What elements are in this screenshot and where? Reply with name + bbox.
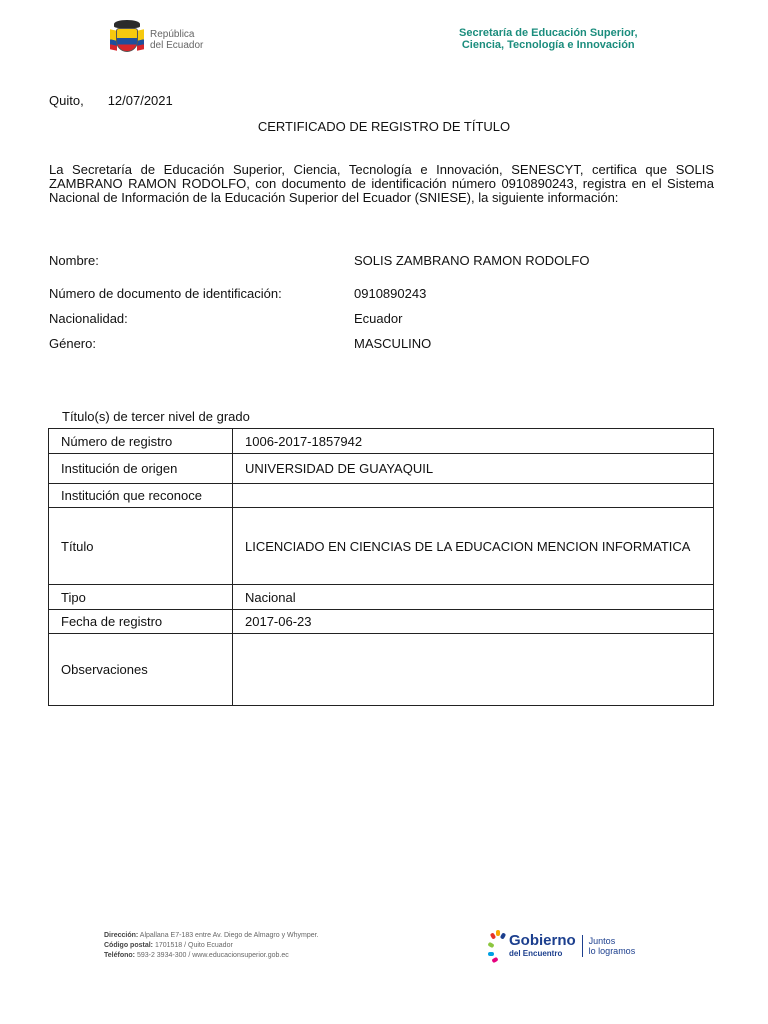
table-value: UNIVERSIDAD DE GUAYAQUIL xyxy=(233,454,714,484)
intro-paragraph: La Secretaría de Educación Superior, Ciencia, Tecnología e Innovación, SENESCYT, certifica que SOLIS ZAMBRANO RAMON RODOLFO, con documento de identificación número 0910890243, registra en el Sistema Nacional de Información de la Educación Superior del Ecuador (SNIESE), la siguiente información: xyxy=(49,162,714,205)
table-value: LICENCIADO EN CIENCIAS DE LA EDUCACION MENCION INFORMATICA xyxy=(233,508,714,585)
gobierno-logo xyxy=(489,926,635,966)
table-label: Número de registro xyxy=(49,429,233,454)
address-label: Dirección: xyxy=(104,932,139,939)
table-row xyxy=(49,634,714,706)
address-value: Alpallana E7-183 entre Av. Diego de Almagro y Whymper. xyxy=(139,932,319,939)
slogan-line1: Juntos xyxy=(588,936,616,946)
phone-label: Teléfono: xyxy=(104,952,135,959)
field-label: Nacionalidad: xyxy=(49,311,128,326)
table-row xyxy=(49,585,714,610)
table-label: Fecha de registro xyxy=(49,610,233,634)
republica-line2: del Ecuador xyxy=(150,40,204,51)
footer-address xyxy=(104,931,319,961)
gobierno-line2: del Encuentro xyxy=(509,948,563,958)
senescyt-logo xyxy=(459,27,638,51)
slogan-line2: lo logramos xyxy=(588,946,636,956)
table-value: Nacional xyxy=(233,585,714,610)
field-value: SOLIS ZAMBRANO RAMON RODOLFO xyxy=(354,253,590,268)
date-city: Quito, xyxy=(49,93,84,108)
date-line xyxy=(49,93,173,108)
senescyt-line2: Ciencia, Tecnología e Innovación xyxy=(461,39,635,51)
table-label: Institución de origen xyxy=(49,454,233,484)
field-value: Ecuador xyxy=(354,311,403,326)
postal-value: 1701518 / Quito Ecuador xyxy=(154,942,233,949)
gobierno-text xyxy=(509,933,576,960)
field-label: Nombre: xyxy=(49,253,99,268)
field-value: 0910890243 xyxy=(354,286,427,301)
gobierno-divider xyxy=(582,935,583,957)
table-value: 2017-06-23 xyxy=(233,610,714,634)
table-label: Observaciones xyxy=(49,634,233,706)
field-value: MASCULINO xyxy=(354,336,432,351)
senescyt-line1: Secretaría de Educación Superior, xyxy=(459,27,638,39)
table-value xyxy=(233,634,714,706)
gobierno-slogan xyxy=(589,936,636,956)
table-label: Título xyxy=(49,508,233,585)
republica-logo xyxy=(108,18,218,62)
field-label: Número de documento de identificación: xyxy=(49,286,282,301)
table-value: 1006-2017-1857942 xyxy=(233,429,714,454)
title-registration-table xyxy=(48,428,714,706)
table-value xyxy=(233,484,714,508)
table-row xyxy=(49,484,714,508)
date-value: 12/07/2021 xyxy=(107,93,173,108)
republica-line1: República xyxy=(150,29,195,40)
document-title: CERTIFICADO DE REGISTRO DE TÍTULO xyxy=(257,119,511,134)
field-label: Género: xyxy=(49,336,96,351)
postal-label: Código postal: xyxy=(104,942,153,949)
table-label: Tipo xyxy=(49,585,233,610)
gobierno-mark-icon xyxy=(489,929,507,963)
phone-value: 593-2 3934-300 / www.educacionsuperior.gob.ec xyxy=(136,952,289,959)
coat-of-arms-icon xyxy=(108,20,146,60)
gobierno-line1: Gobierno xyxy=(509,931,576,949)
section-title: Título(s) de tercer nivel de grado xyxy=(62,409,250,424)
republica-logo-text xyxy=(150,29,203,51)
table-label: Institución que reconoce xyxy=(49,484,233,508)
table-row xyxy=(49,429,714,454)
table-row xyxy=(49,610,714,634)
table-row xyxy=(49,508,714,585)
table-row xyxy=(49,454,714,484)
